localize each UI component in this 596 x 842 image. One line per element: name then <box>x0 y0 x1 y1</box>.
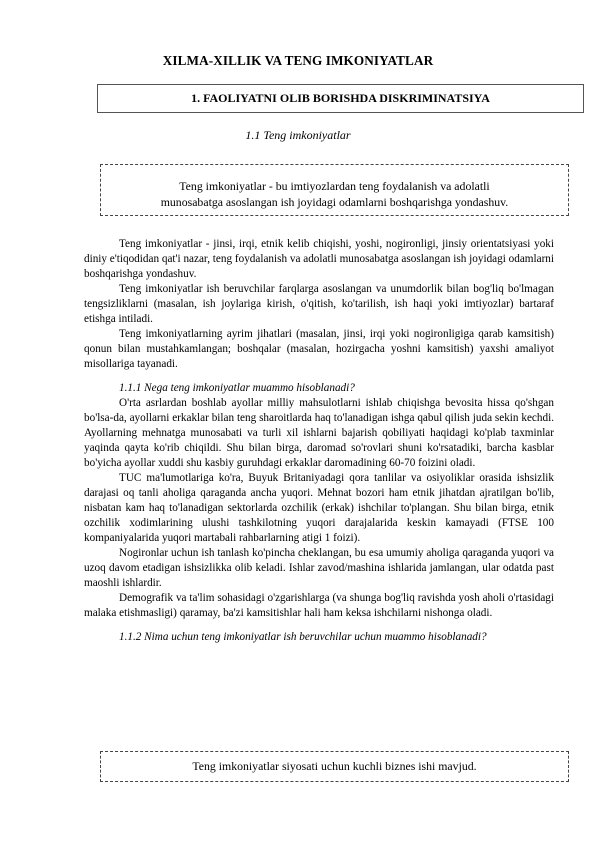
callout-box: Teng imkoniyatlar siyosati uchun kuchli biznes ishi mavjud. <box>100 751 569 782</box>
section-heading-box: 1. FAOLIYATNI OLIB BORISHDA DISKRIMINATSIYA <box>97 84 584 113</box>
definition-box <box>100 164 569 216</box>
definition-line-2: munosabatga asoslangan ish joyidagi odamlarni boshqarishga yondashuv. <box>160 195 509 209</box>
paragraph: Teng imkoniyatlar - jinsi, irqi, etnik kelib chiqishi, yoshi, nogironligi, jinsiy orientatsiyasi yoki diniy e'tiqodidan qat'i nazar, teng foydalanish va adolatli munosabatga asoslangan ish joyidagi odamlarni boshqarishga yondashuv. <box>84 238 554 280</box>
paragraph: Teng imkoniyatlarning ayrim jihatlari (masalan, jinsi, irqi yoki nogironligiga qarab kamsitish) qonun bilan mustahkamlangan; boshqalar (masalan, hozirgacha yoshni kamsitish) yaxshi amaliyot misollariga tayanadi. <box>84 328 554 370</box>
question-heading-2: 1.1.2 Nima uchun teng imkoniyatlar ish beruvchilar uchun muammo hisoblanadi? <box>119 631 487 643</box>
definition-line-1: Teng imkoniyatlar - bu imtiyozlardan teng foydalanish va adolatli <box>179 179 490 193</box>
paragraph: Nogironlar uchun ish tanlash ko'pincha cheklangan, bu esa umumiy aholiga qaraganda yuqori va uzoq davom etadigan ishsizlikka olib keladi. Ishlar zavod/mashina ishlarida jamlangan, ular odatda past maoshli ishlardir. <box>84 547 554 589</box>
paragraph: O'rta asrlardan boshlab ayollar milliy mahsulotlarni ishlab chiqishga bevosita hissa qo'shgan bo'lsa-da, ayollarni erkaklar bilan teng sharoitlarda haq to'lanadigan ishga qabul qilish juda sekin kechdi. Ayollarning mehnatga munosabati va turli xil ishlarni bajarish qobiliyati haqidagi ko'plab taxminlar yaqinda qayta ko'rib chiqildi. Shu bilan birga, daromad so'rovlari shuni ko'rsatadiki, barcha kasblar bo'yicha ayollar xuddi shu kasbiy guruhdagi erkaklar daromadining 60-70 foizini oladi. <box>84 397 554 469</box>
paragraph: Demografik va ta'lim sohasidagi o'zgarishlarga (va shunga bog'liq ravishda yosh aholi o'rtasidagi malaka etishmasligi) qaramay, ba'zi kamsitishlar hali ham keksa ishchilarni nishonga oladi. <box>84 592 554 619</box>
page-title: XILMA-XILLIK VA TENG IMKONIYATLAR <box>162 53 434 68</box>
body-text <box>84 237 554 645</box>
paragraph: TUC ma'lumotlariga ko'ra, Buyuk Britaniyadagi qora tanlilar va osiyoliklar orasida ishsizlik darajasi oq tanli aholiga qaraganda ancha yuqori. Mehnat bozori ham etnik jihatdan ajratilgan bo'lib, nisbatan kam haq to'lanadigan sektorlarda ozchilik (erkak) ishchilar to'plangan. Shu bilan birga, etnik ozchilik xodimlarining ulushi tashkilotning yuqori darajalarida keskin kamayadi (FTSE 100 kompaniyalarida yuqori martabali rahbarlarning atigi 1 foizi). <box>84 472 554 544</box>
question-heading-1: 1.1.1 Nega teng imkoniyatlar muammo hisoblanadi? <box>119 382 355 394</box>
paragraph: Teng imkoniyatlar ish beruvchilar farqlarga asoslangan va unumdorlik bilan bog'liq bo'lmagan tengsizliklarni (masalan, ish joylariga kirish, o'qitish, ko'tarilish, ish haqi yoki imtiyozlar) bartaraf etishga intiladi. <box>84 283 554 325</box>
subsection-heading: 1.1 Teng imkoniyatlar <box>245 128 351 142</box>
